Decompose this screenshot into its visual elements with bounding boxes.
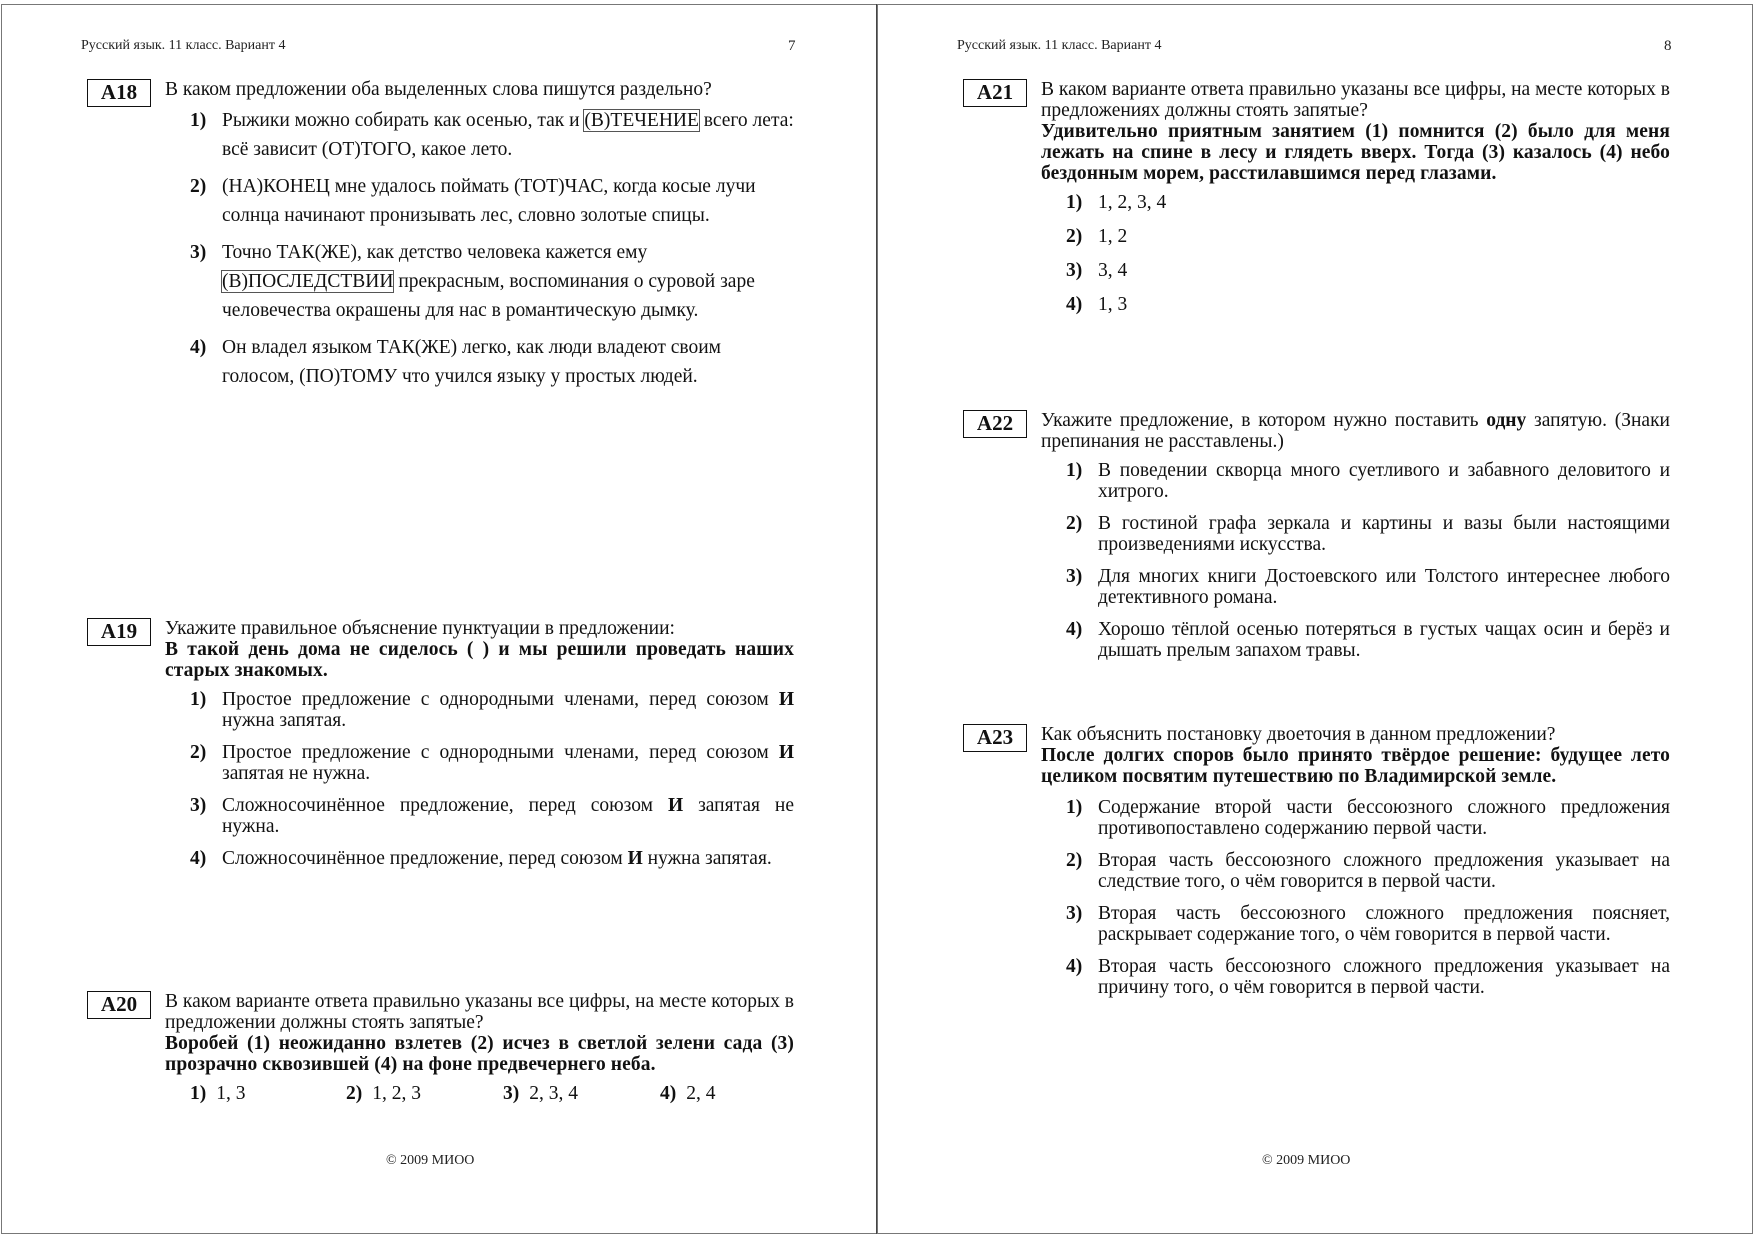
option-number: 1) — [190, 1083, 207, 1104]
highlighted-word: (В)ПОСЛЕДСТВИИ — [222, 271, 394, 292]
option-number: 2) — [190, 742, 207, 763]
answer-option[interactable] — [165, 795, 794, 837]
answer-option[interactable] — [165, 238, 794, 325]
highlighted-word: (В)ТЕЧЕНИЕ — [584, 110, 699, 131]
answer-option[interactable] — [1041, 260, 1670, 281]
option-text: 1, 2, 3 — [372, 1083, 421, 1104]
option-text: В поведении скворца много суетливого и забавного деловитого и хитрого. — [1098, 460, 1670, 502]
task-question: В каком варианте ответа правильно указаны все цифры, на месте которых в предложениях должны стоять запятые? — [1041, 79, 1670, 121]
answer-option[interactable] — [1041, 566, 1670, 608]
task-label: A19 — [87, 618, 151, 646]
answer-option[interactable] — [1041, 903, 1670, 945]
option-text: нужна запятая. — [222, 710, 347, 731]
option-number: 4) — [1066, 956, 1083, 977]
option-text: Сложносочинённое предложение, перед союзом — [222, 848, 628, 869]
option-text: 1, 2, 3, 4 — [1098, 192, 1167, 213]
option-number: 3) — [190, 795, 207, 816]
answer-option[interactable] — [503, 1083, 578, 1104]
option-text: нужна запятая. — [642, 848, 772, 869]
option-number: 1) — [1066, 460, 1083, 481]
option-number: 4) — [1066, 619, 1083, 640]
option-number: 1) — [1066, 797, 1083, 818]
question-text: запятую. (Знаки препинания не расставлены.) — [1041, 410, 1670, 452]
task-sentence: После долгих споров было принято твёрдое решение: будущее лето целиком посвятим путешествию по Владимирской земле. — [1041, 745, 1670, 787]
task-label: A21 — [963, 79, 1027, 107]
task-label: A23 — [963, 724, 1027, 752]
option-number: 1) — [190, 689, 207, 710]
answer-option[interactable] — [165, 848, 794, 869]
right-page-footer: © 2009 МИОО — [1262, 1153, 1351, 1168]
option-text: всего лета: всё зависит (ОТ)ТОГО, какое лето. — [222, 110, 794, 160]
bold-conjunction: И — [778, 742, 794, 763]
task-question — [1041, 410, 1670, 452]
answer-option[interactable] — [1041, 460, 1670, 502]
option-text: Простое предложение с однородными членами, перед союзом — [222, 742, 779, 763]
answer-option[interactable] — [1041, 797, 1670, 839]
bold-conjunction: И — [778, 689, 794, 710]
option-number: 1) — [1066, 192, 1083, 213]
bold-conjunction: И — [667, 795, 684, 816]
option-text: 2, 4 — [686, 1083, 716, 1104]
option-text: 2, 3, 4 — [529, 1083, 578, 1104]
answer-option[interactable] — [1041, 226, 1670, 247]
option-number: 2) — [1066, 513, 1083, 534]
option-number: 2) — [346, 1083, 363, 1104]
answer-option[interactable] — [1041, 192, 1670, 213]
option-number: 2) — [1066, 850, 1083, 871]
option-text: Вторая часть бессоюзного сложного предложения указывает на следствие того, о чём говорится в первой части. — [1098, 850, 1670, 892]
option-text: прекрасным, воспоминания о суровой заре человечества окрашены для нас в романтическую дымку. — [222, 271, 755, 321]
answer-option[interactable] — [1041, 513, 1670, 555]
option-number: 3) — [1066, 903, 1083, 924]
option-text: Простое предложение с однородными членами, перед союзом — [222, 689, 779, 710]
option-text: 1, 3 — [216, 1083, 246, 1104]
bold-conjunction: И — [627, 848, 643, 869]
option-text: Вторая часть бессоюзного сложного предложения поясняет, раскрывает содержание того, о чём говорится в первой части. — [1098, 903, 1670, 945]
option-text: Точно ТАК(ЖЕ), как детство человека кажется ему — [222, 242, 648, 263]
option-number: 2) — [1066, 226, 1083, 247]
task-sentence: Удивительно приятным занятием (1) помнится (2) было для меня лежать на спине в лесу и глядеть вверх. Тогда (3) казалось (4) небо бездонным морем, расстилавшимся перед глазами. — [1041, 121, 1670, 184]
option-text: Содержание второй части бессоюзного сложного предложения противопоставлено содержанию первой части. — [1098, 797, 1670, 839]
answer-option[interactable] — [190, 1083, 246, 1104]
option-text: Сложносочинённое предложение, перед союзом — [222, 795, 668, 816]
option-text: 1, 3 — [1098, 294, 1128, 315]
option-text: 1, 2 — [1098, 226, 1128, 247]
answer-option[interactable] — [1041, 619, 1670, 661]
option-text: Он владел языком ТАК(ЖЕ) легко, как люди владеют своим голосом, (ПО)ТОМУ что учился языку у простых людей. — [222, 337, 722, 387]
task-sentence: Воробей (1) неожиданно взлетев (2) исчез в светлой зелени сада (3) прозрачно сквозившей (4) на фоне предвечернего неба. — [165, 1033, 794, 1075]
task-label: A18 — [87, 79, 151, 107]
task-sentence: В такой день дома не сиделось ( ) и мы решили проведать наших старых знакомых. — [165, 639, 794, 681]
task-question: В каком варианте ответа правильно указаны все цифры, на месте которых в предложении должны стоять запятые? — [165, 991, 794, 1033]
answer-option[interactable] — [660, 1083, 716, 1104]
task-label: A22 — [963, 410, 1027, 438]
option-text: В гостиной графа зеркала и картины и вазы были настоящими произведениями искусства. — [1098, 513, 1670, 555]
task-question: Как объяснить постановку двоеточия в данном предложении? — [1041, 724, 1556, 745]
right-page-number: 8 — [1664, 38, 1672, 54]
option-number: 4) — [190, 337, 207, 358]
option-number: 3) — [503, 1083, 520, 1104]
right-page-header: Русский язык. 11 класс. Вариант 4 — [957, 38, 1162, 53]
left-page-header: Русский язык. 11 класс. Вариант 4 — [81, 38, 286, 53]
answer-option[interactable] — [346, 1083, 421, 1104]
question-text: Укажите предложение, в котором нужно поставить — [1041, 410, 1487, 431]
answer-option[interactable] — [1041, 294, 1670, 315]
task-question: Укажите правильное объяснение пунктуации в предложении: — [165, 618, 675, 639]
option-text: Для многих книги Достоевского или Толстого интереснее любого детективного романа. — [1098, 566, 1670, 608]
task-question: В каком предложении оба выделенных слова пишутся раздельно? — [165, 79, 712, 100]
option-text: запятая не нужна. — [222, 763, 371, 784]
task-label: A20 — [87, 991, 151, 1019]
left-page-number: 7 — [788, 38, 796, 54]
bold-word: одну — [1486, 410, 1527, 431]
option-number: 3) — [190, 242, 207, 263]
option-text: 3, 4 — [1098, 260, 1128, 281]
option-number: 3) — [1066, 566, 1083, 587]
option-number: 4) — [1066, 294, 1083, 315]
option-text: Хорошо тёплой осенью потеряться в густых чащах осин и берёз и дышать прелым запахом травы. — [1098, 619, 1670, 661]
option-number: 4) — [660, 1083, 677, 1104]
option-text: Вторая часть бессоюзного сложного предложения указывает на причину того, о чём говорится в первой части. — [1098, 956, 1670, 998]
option-number: 2) — [190, 176, 207, 197]
option-text: (НА)КОНЕЦ мне удалось поймать (ТОТ)ЧАС, когда косые лучи солнца начинают пронизывать лес, словно золотые спицы. — [222, 176, 756, 226]
answer-option[interactable] — [165, 106, 794, 164]
option-text: запятая не нужна. — [222, 795, 795, 837]
answer-option[interactable] — [165, 333, 794, 391]
left-page-footer: © 2009 МИОО — [386, 1153, 475, 1168]
answer-option[interactable] — [165, 689, 794, 731]
option-number: 3) — [1066, 260, 1083, 281]
option-number: 4) — [190, 848, 207, 869]
answer-option[interactable] — [1041, 850, 1670, 892]
option-number: 1) — [190, 110, 207, 131]
answer-option[interactable] — [165, 172, 794, 230]
answer-option[interactable] — [165, 742, 794, 784]
option-text: Рыжики можно собирать как осенью, так и — [222, 110, 585, 131]
answer-option[interactable] — [1041, 956, 1670, 998]
